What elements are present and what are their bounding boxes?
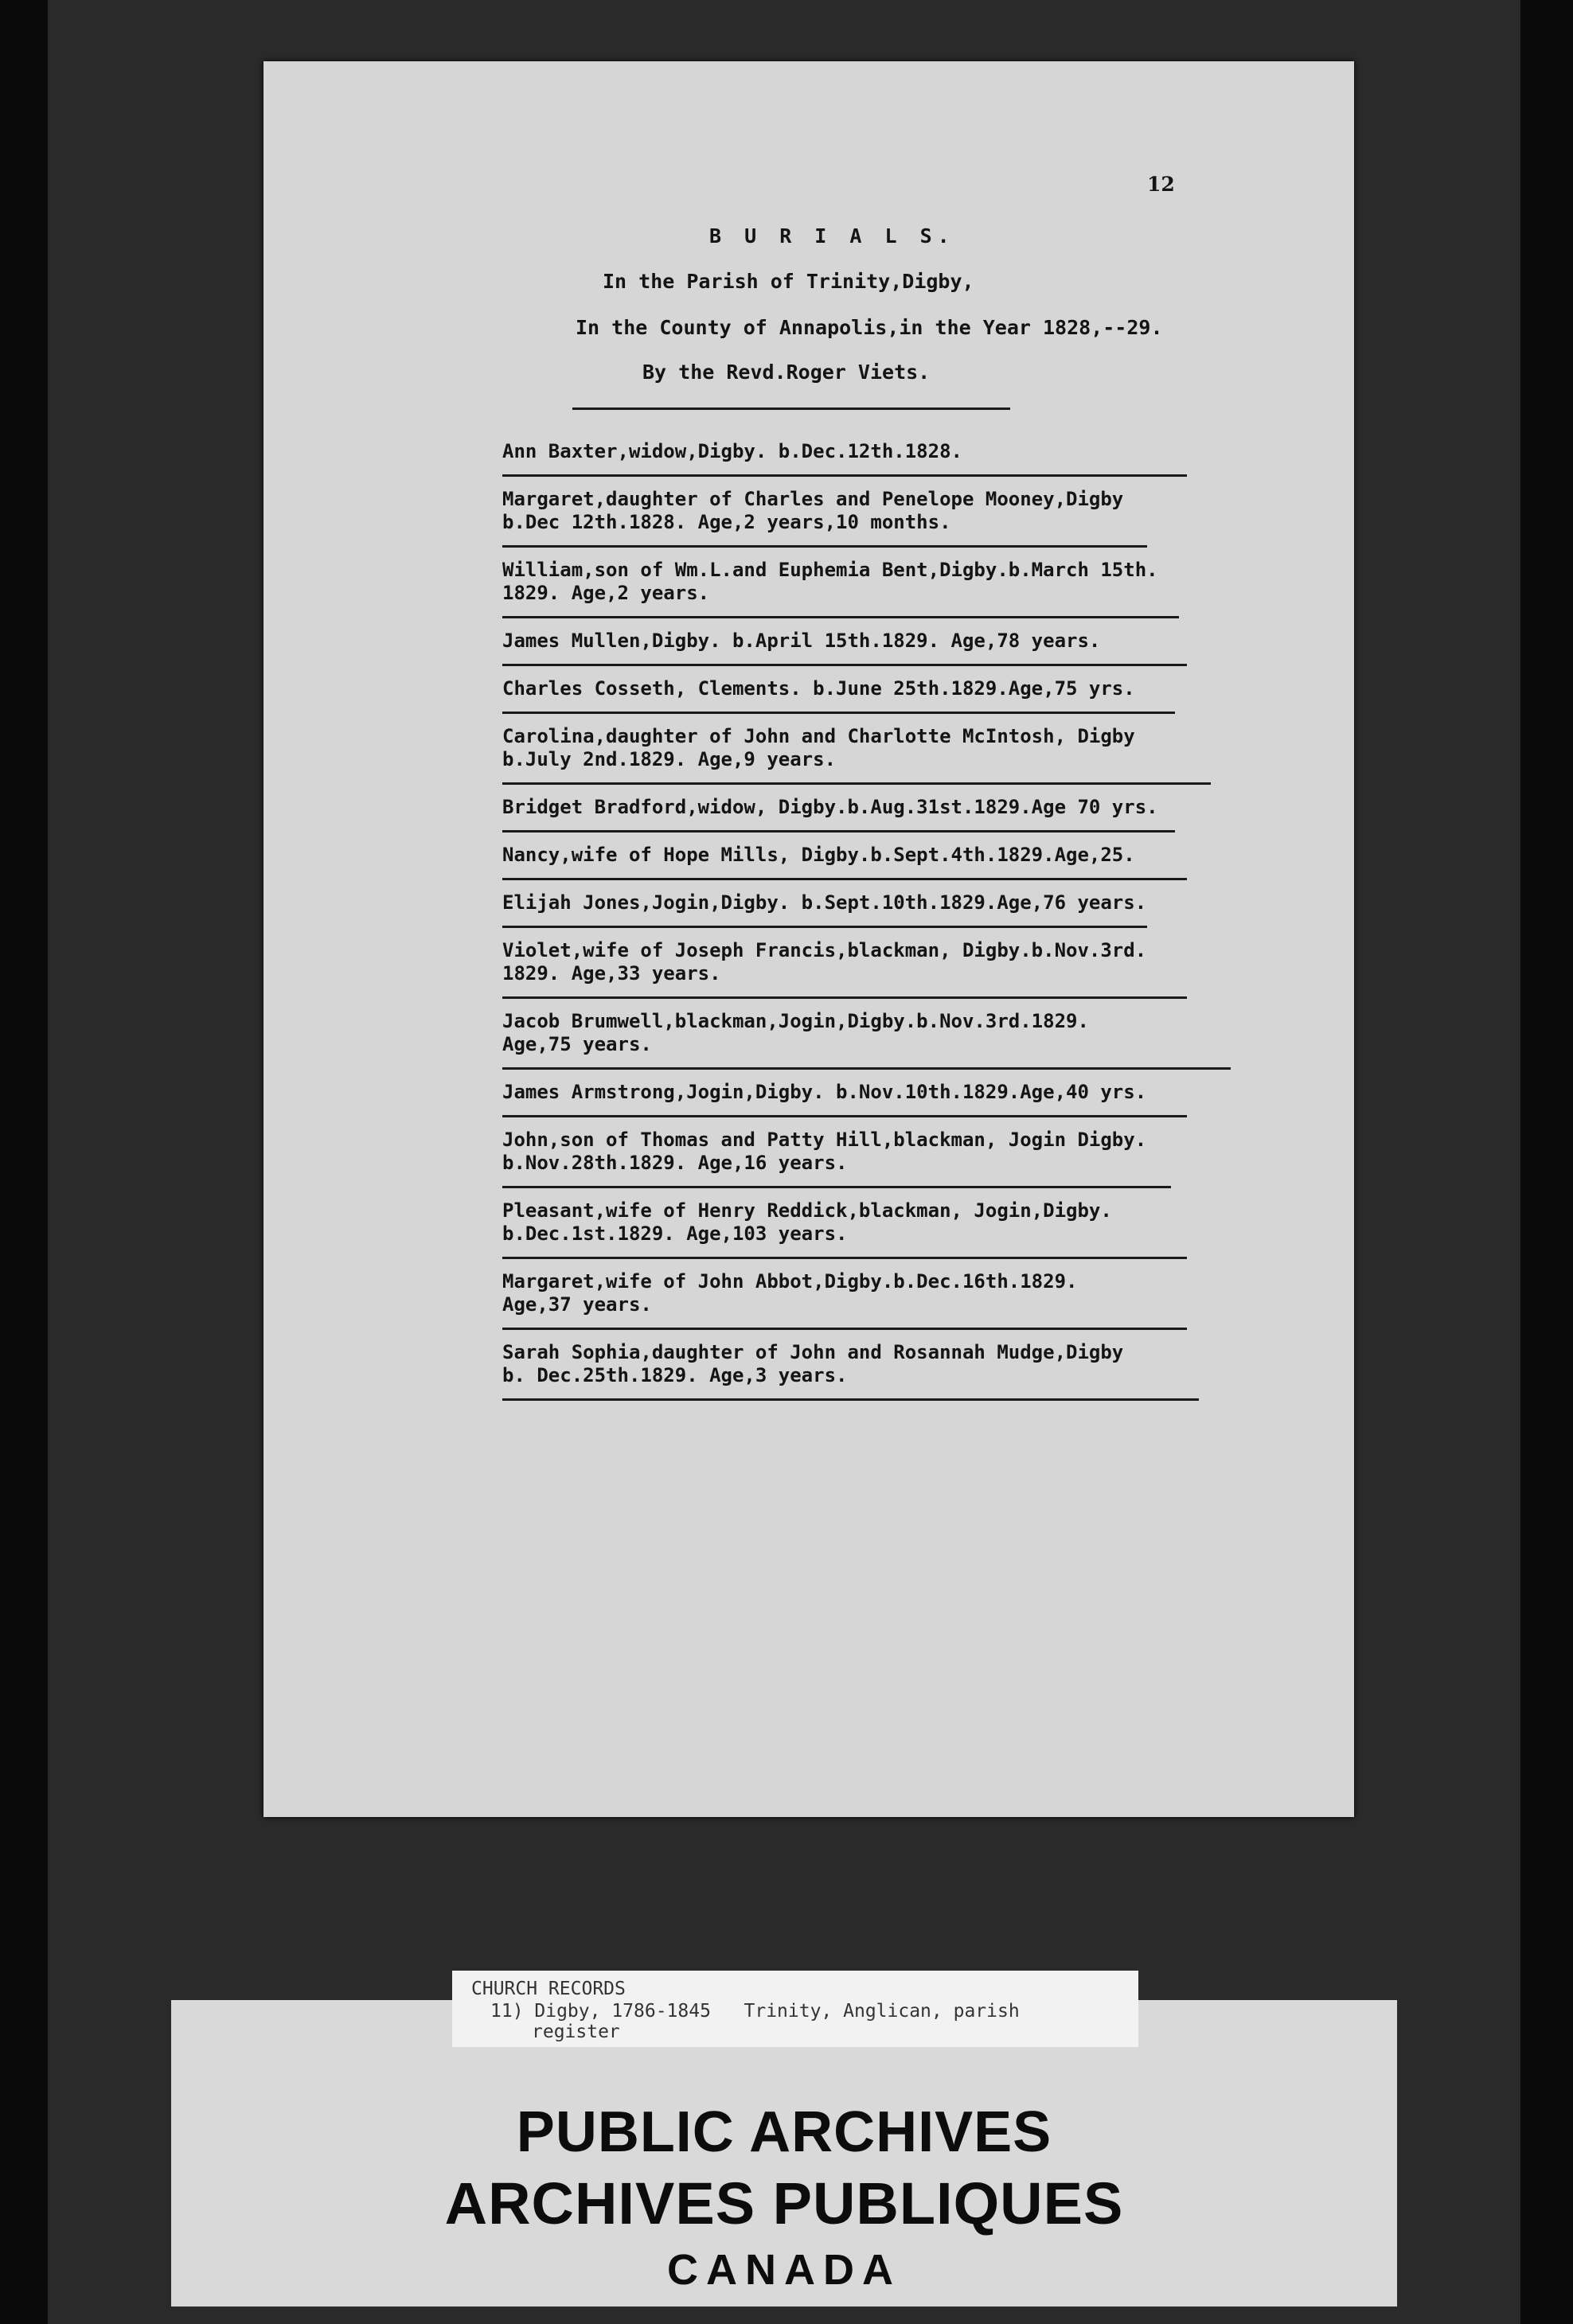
officiant-line: By the Revd.Roger Viets. <box>642 361 931 384</box>
catalog-item <box>490 2001 1020 2022</box>
burial-entry <box>502 785 1338 833</box>
register-page <box>263 61 1354 1817</box>
archives-french: ARCHIVES PUBLIQUES <box>444 2170 1124 2236</box>
entry-text: Margaret,wife of John Abbot,Digby.b.Dec.16th.1829. Age,37 years. <box>502 1270 1078 1316</box>
entry-divider <box>502 1398 1199 1401</box>
burial-entry <box>502 477 1338 548</box>
burial-entries <box>502 429 1338 1401</box>
burial-entry <box>502 1188 1338 1259</box>
catalog-heading: CHURCH RECORDS <box>471 1979 626 1999</box>
archives-country: CANADA <box>667 2246 901 2294</box>
entry-text: Ann Baxter,widow,Digby. b.Dec.12th.1828. <box>502 440 962 462</box>
burial-entry <box>502 833 1338 880</box>
county-line: In the County of Annapolis,in the Year 1828,--29. <box>576 316 1163 339</box>
archives-english: PUBLIC ARCHIVES <box>516 2100 1052 2164</box>
entry-text: Carolina,daughter of John and Charlotte McIntosh, Digby b.July 2nd.1829. Age,9 years. <box>502 725 1135 770</box>
burial-entry <box>502 999 1338 1070</box>
entry-text: Margaret,daughter of Charles and Penelope Mooney,Digby b.Dec 12th.1828. Age,2 years,10 months. <box>502 488 1124 533</box>
page-title: B U R I A L S. <box>709 224 955 248</box>
catalog-item-number: 11) Digby, 1786-1845 <box>490 2001 711 2022</box>
heading-divider <box>572 407 1010 410</box>
entry-text: Pleasant,wife of Henry Reddick,blackman, Jogin,Digby. b.Dec.1st.1829. Age,103 years. <box>502 1199 1112 1245</box>
entry-text: Elijah Jones,Jogin,Digby. b.Sept.10th.1829.Age,76 years. <box>502 891 1147 914</box>
entry-text: Charles Cosseth, Clements. b.June 25th.1829.Age,75 yrs. <box>502 677 1135 700</box>
entry-text: Nancy,wife of Hope Mills, Digby.b.Sept.4th.1829.Age,25. <box>502 844 1135 866</box>
burial-entry <box>502 548 1338 618</box>
burial-entry <box>502 880 1338 928</box>
burial-entry <box>502 928 1338 999</box>
burial-entry <box>502 666 1338 714</box>
burial-entry <box>502 714 1338 785</box>
catalog-description-cont: register <box>532 2022 620 2042</box>
entry-text: Bridget Bradford,widow, Digby.b.Aug.31st.1829.Age 70 yrs. <box>502 796 1158 818</box>
catalog-description: Trinity, Anglican, parish <box>744 2001 1020 2022</box>
entry-text: William,son of Wm.L.and Euphemia Bent,Digby.b.March 15th. 1829. Age,2 years. <box>502 559 1158 604</box>
burial-entry <box>502 1070 1338 1117</box>
parish-line: In the Parish of Trinity,Digby, <box>603 270 974 293</box>
entry-text: Jacob Brumwell,blackman,Jogin,Digby.b.Nov.3rd.1829. Age,75 years. <box>502 1010 1089 1055</box>
burial-entry <box>502 1117 1338 1188</box>
entry-text: Sarah Sophia,daughter of John and Rosannah Mudge,Digby b. Dec.25th.1829. Age,3 years. <box>502 1341 1124 1386</box>
burial-entry <box>502 1330 1338 1401</box>
catalog-label <box>452 1971 1138 2047</box>
entry-text: James Mullen,Digby. b.April 15th.1829. Age,78 years. <box>502 630 1101 652</box>
burial-entry <box>502 429 1338 477</box>
entry-text: James Armstrong,Jogin,Digby. b.Nov.10th.1829.Age,40 yrs. <box>502 1081 1147 1103</box>
entry-text: Violet,wife of Joseph Francis,blackman, Digby.b.Nov.3rd. 1829. Age,33 years. <box>502 939 1147 985</box>
burial-entry <box>502 1259 1338 1330</box>
entry-text: John,son of Thomas and Patty Hill,blackman, Jogin Digby. b.Nov.28th.1829. Age,16 years. <box>502 1129 1147 1174</box>
page-number: 12 <box>1147 173 1175 196</box>
burial-entry <box>502 618 1338 666</box>
